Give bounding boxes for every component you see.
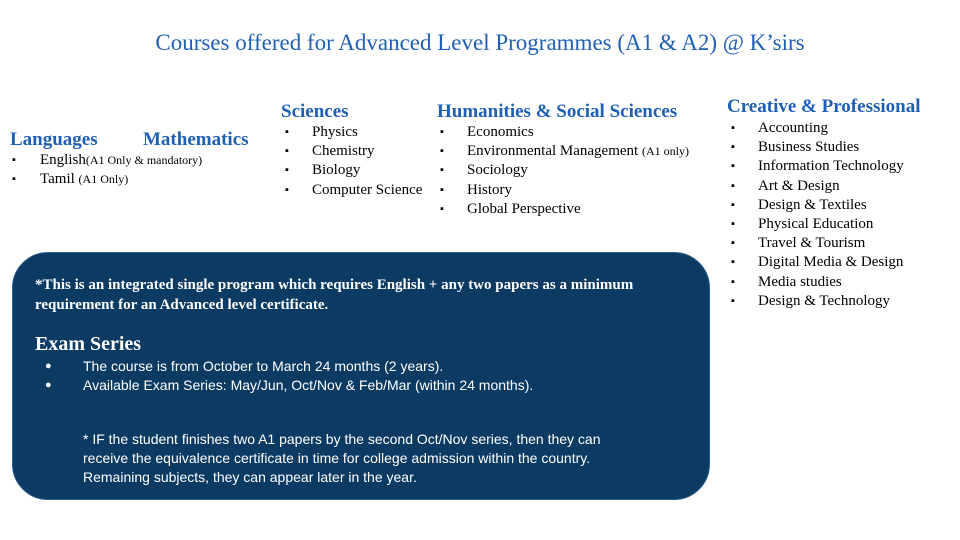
note-line: Remaining subjects, they can appear later in the year. [83,469,417,485]
list-item: ▪ Design & Technology [729,292,904,311]
course-note: (A1 Only) [78,172,129,187]
languages-list [10,151,202,189]
course-name: Sociology [467,162,528,179]
list-item: ▪ Travel & Tourism [729,234,904,253]
list-item [438,142,689,161]
page-title: Courses offered for Advanced Level Programmes (A1 & A2) @ K’sirs [155,30,805,55]
sciences-heading: Sciences [281,101,349,122]
course-note: (A1 Only & mandatory) [85,153,203,167]
list-item: ▪ Business Studies [729,138,904,157]
course-name: Tamil [40,171,79,188]
humanities-list [438,123,689,219]
course-name: English [40,152,86,168]
exam-series-heading: Exam Series [35,333,142,355]
list-item: ● Available Exam Series: May/Jun, Oct/Nov & Feb/Mar (within 24 months). [35,376,533,395]
list-item: ▪ Accounting [729,119,904,138]
exam-series-list [35,357,533,395]
list-item [438,181,689,200]
list-item [10,151,202,170]
list-item: ▪ Chemistry [283,142,422,161]
course-name: Global Perspective [467,200,581,217]
creative-heading: Creative & Professional [727,96,921,117]
note-line: receive the equivalence certificate in time for college admission within the country. [83,450,591,466]
list-item: ▪ Digital Media & Design [729,253,904,272]
list-item: ▪ Computer Science [283,181,422,200]
list-item: ▪ Physical Education [729,215,904,234]
equivalence-note [83,430,683,487]
program-info-box [12,252,710,500]
mathematics-heading: Mathematics [143,129,249,150]
course-name: Economics [467,124,534,140]
list-item: ▪ Physics [283,123,422,142]
course-name: History [467,181,512,198]
list-item: ▪ Media studies [729,273,904,292]
course-note: (A1 only) [641,144,689,159]
sciences-list [283,123,422,200]
humanities-heading: Humanities & Social Sciences [437,101,678,122]
list-item [10,170,202,189]
list-item [438,200,689,219]
languages-heading: Languages [10,129,98,150]
course-name: Environmental Management [467,143,642,160]
note-line: * IF the student finishes two A1 papers by the second Oct/Nov series, then they can [83,431,601,447]
creative-list [729,119,904,311]
list-item: ▪ Art & Design [729,177,904,196]
list-item: ▪ Biology [283,161,422,180]
list-item: ▪ Design & Textiles [729,196,904,215]
list-item: ▪ Information Technology [729,157,904,176]
program-intro-text: *This is an integrated single program which requires English + any two papers as a minimum requirement for an Advanced level certificate. [35,277,634,313]
list-item: ● The course is from October to March 24 months (2 years). [35,357,533,376]
list-item [438,161,689,180]
list-item [438,123,689,142]
